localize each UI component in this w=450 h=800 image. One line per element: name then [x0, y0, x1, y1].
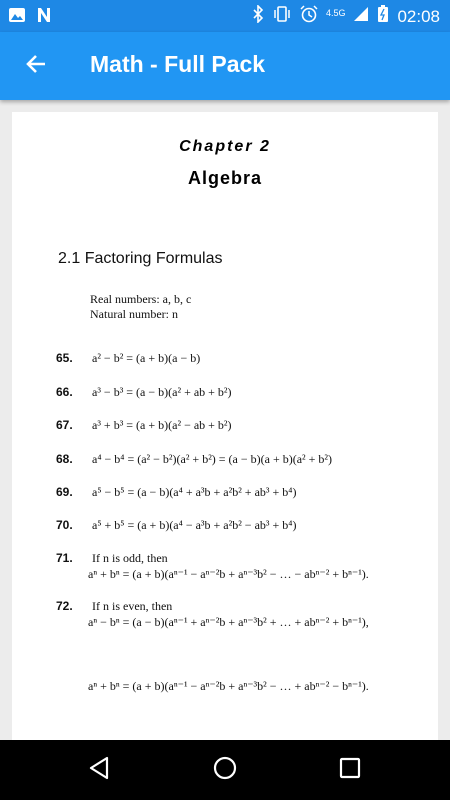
app-title: Math - Full Pack	[90, 51, 266, 77]
image-icon	[8, 7, 26, 28]
status-bar	[0, 0, 450, 32]
network-type: 4.5G	[325, 7, 346, 18]
formula-expression: a² − b² = (a + b)(a − b)	[92, 351, 201, 365]
formula-number: 72.	[56, 599, 73, 613]
formula-number: 65.	[56, 351, 73, 365]
nav-recents-button[interactable]	[334, 754, 366, 786]
formula-expression: aⁿ − bⁿ = (a − b)(aⁿ⁻¹ + aⁿ⁻²b + aⁿ⁻³b² + … + abⁿ⁻² + bⁿ⁻¹),	[88, 615, 369, 629]
back-button[interactable]	[16, 46, 56, 86]
formula-number: 71.	[56, 551, 73, 565]
vibrate-icon	[272, 5, 292, 28]
formula-expression: a⁵ + b⁵ = (a + b)(a⁴ − a³b + a²b² − ab³ + b⁴)	[92, 518, 297, 532]
given-real-numbers: Real numbers: a, b, c	[90, 292, 192, 306]
nav-back-button[interactable]	[83, 754, 115, 786]
status-bar-right	[252, 5, 440, 28]
nav-home-button[interactable]	[209, 754, 241, 786]
app-bar	[0, 32, 450, 100]
formula-expression: a³ − b³ = (a − b)(a² + ab + b²)	[92, 385, 232, 399]
home-circle-icon	[212, 755, 238, 786]
formula-expression: a⁴ − b⁴ = (a² − b²)(a² + b²) = (a − b)(a + b)(a² + b²)	[92, 452, 333, 466]
given-natural-number: Natural number: n	[90, 307, 178, 321]
document-page[interactable]	[12, 112, 438, 740]
bluetooth-icon	[252, 5, 264, 28]
formula-expression: aⁿ + bⁿ = (a + b)(aⁿ⁻¹ − aⁿ⁻²b + aⁿ⁻³b² − … − abⁿ⁻² + bⁿ⁻¹).	[88, 567, 369, 581]
formula-number: 68.	[56, 452, 73, 466]
formula-number: 66.	[56, 385, 73, 399]
section-heading: 2.1 Factoring Formulas	[58, 250, 223, 267]
formula-number: 67.	[56, 418, 73, 432]
back-triangle-icon	[88, 756, 110, 785]
given-variables	[90, 292, 191, 322]
formula-number: 70.	[56, 518, 73, 532]
back-arrow-icon	[25, 53, 47, 80]
formula-expression: aⁿ + bⁿ = (a + b)(aⁿ⁻¹ − aⁿ⁻²b + aⁿ⁻³b² − … + abⁿ⁻² − bⁿ⁻¹).	[88, 679, 369, 693]
formula-number: 69.	[56, 485, 73, 499]
clock: 02:08	[397, 6, 440, 26]
chapter-title: Algebra	[187, 168, 263, 188]
n-icon	[36, 6, 52, 29]
battery-icon	[377, 5, 389, 28]
alarm-icon	[300, 5, 318, 28]
status-bar-left	[8, 6, 52, 29]
chapter-heading: Chapter 2	[179, 138, 271, 155]
signal-icon	[353, 6, 369, 27]
formula-condition: If n is odd, then	[92, 551, 168, 565]
recents-square-icon	[339, 757, 361, 784]
formula-condition: If n is even, then	[92, 599, 173, 613]
formula-expression: a⁵ − b⁵ = (a − b)(a⁴ + a³b + a²b² + ab³ + b⁴)	[92, 485, 297, 499]
formula-expression: a³ + b³ = (a + b)(a² − ab + b²)	[92, 418, 232, 432]
navigation-bar	[0, 740, 450, 800]
